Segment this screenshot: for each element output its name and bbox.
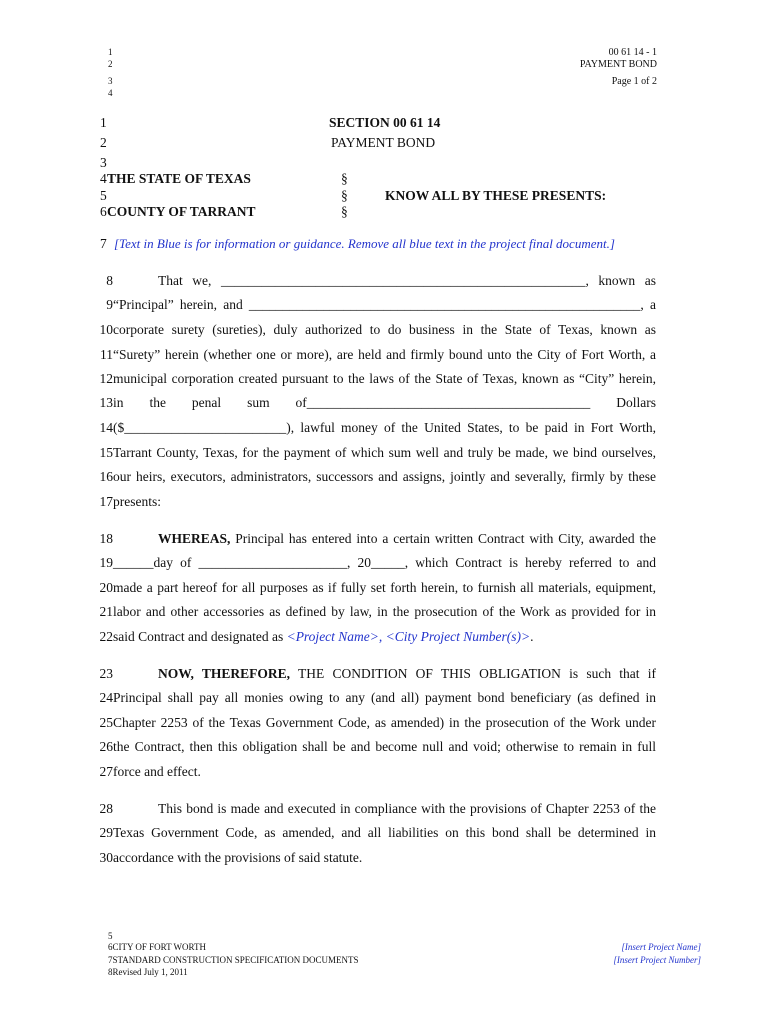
line-number: 3: [100, 155, 107, 170]
footer-specs-text: STANDARD CONSTRUCTION SPECIFICATION DOCUMENTS: [112, 955, 359, 965]
line-number: 7: [108, 955, 113, 965]
doc-code: 00 61 14 - 1: [608, 47, 657, 58]
footer-project-number: [Insert Project Number]: [613, 955, 701, 965]
line-number: 5: [108, 931, 113, 941]
line-number: 16: [99, 469, 113, 484]
line-number: 25: [99, 715, 113, 730]
line-number: 19: [99, 555, 113, 570]
body-line: force and effect.: [113, 764, 201, 779]
line-number: 11: [100, 347, 113, 362]
line-number: 4: [100, 171, 107, 186]
line-number: 8: [106, 273, 113, 288]
line-number: 29: [99, 825, 113, 840]
state-label: THE STATE OF TEXAS: [107, 171, 251, 186]
body-line: [113, 629, 656, 645]
line-number: 13: [99, 395, 113, 410]
body-text: Principal has entered into a certain written Contract with City, awarded the: [230, 531, 656, 546]
body-line: [158, 531, 656, 547]
line-number: 15: [99, 445, 113, 460]
line-number: 21: [99, 604, 113, 619]
line-number: 4: [108, 88, 113, 98]
body-line: Tarrant County, Texas, for the payment of which sum well and truly be made, we bind ourselves,: [113, 445, 656, 460]
line-number: 17: [99, 494, 113, 509]
line-number: 6: [100, 204, 107, 219]
line-number: 23: [99, 666, 113, 681]
body-line: Texas Government Code, as amended, and all liabilities on this bond shall be determined in: [113, 825, 656, 840]
line-number: 1: [108, 47, 113, 57]
body-line: Principal shall pay all monies owing to any (and all) payment bond beneficiary (as defined in: [113, 690, 656, 705]
line-number: 1: [100, 115, 107, 130]
page-number: Page 1 of 2: [611, 76, 657, 87]
footer-revised: [108, 967, 188, 977]
body-line: This bond is made and executed in compliance with the provisions of Chapter 2253 of the: [158, 801, 656, 816]
body-line: made a part hereof for all purposes as if fully set forth herein, to furnish all materials, equipment,: [113, 580, 656, 595]
line-number: 7: [100, 236, 107, 251]
line-number: 3: [108, 76, 113, 86]
now-therefore-keyword: NOW, THEREFORE,: [158, 666, 291, 681]
body-line: the Contract, then this obligation shall be and become null and void; otherwise to remain in full: [113, 739, 656, 754]
body-line: in the penal sum of__________________________________________ Dollars: [113, 395, 656, 410]
line-number: 30: [99, 850, 113, 865]
section-symbol: §: [341, 204, 348, 219]
section-title: SECTION 00 61 14: [329, 115, 441, 130]
line-number: 22: [99, 629, 113, 644]
project-placeholder: <Project Name>, <City Project Number(s)>: [286, 629, 531, 644]
county-label: COUNTY OF TARRANT: [107, 204, 256, 219]
line-number: 24: [99, 690, 113, 705]
line-number: 5: [100, 188, 107, 203]
whereas-keyword: WHEREAS,: [158, 531, 231, 546]
line-number: 9: [106, 297, 113, 312]
body-line: corporate surety (sureties), duly authorized to do business in the State of Texas, known as: [113, 322, 656, 337]
body-line: Chapter 2253 of the Texas Government Code, as amended) in the prosecution of the Work under: [113, 715, 656, 730]
line-number: 28: [99, 801, 113, 816]
body-line: [158, 666, 656, 682]
body-line: municipal corporation created pursuant to the laws of the State of Texas, known as “City” herein,: [113, 371, 656, 386]
line-number: 2: [100, 135, 107, 150]
body-line: labor and other accessories as defined by law, in the prosecution of the Work as provided for in: [113, 604, 656, 619]
body-line: That we, ______________________________________________________, known as: [158, 273, 656, 288]
footer-city: [108, 942, 206, 952]
section-symbol: §: [341, 188, 348, 203]
line-number: 6: [108, 942, 113, 952]
body-line: our heirs, executors, administrators, successors and assigns, jointly and severally, firmly by these: [113, 469, 656, 484]
section-symbol: §: [341, 171, 348, 186]
body-line: ($________________________), lawful money of the United States, to be paid in Fort Worth,: [113, 420, 656, 435]
doc-title: PAYMENT BOND: [579, 59, 657, 70]
footer-project-name: [Insert Project Name]: [621, 942, 701, 952]
body-text: said Contract and designated as: [113, 629, 287, 644]
footer-city-text: CITY OF FORT WORTH: [112, 942, 207, 952]
line-number: 27: [99, 764, 113, 779]
body-line: accordance with the provisions of said statute.: [113, 850, 363, 865]
guidance-note: [Text in Blue is for information or guidance. Remove all blue text in the project final document.]: [114, 236, 615, 251]
body-line: presents:: [113, 494, 161, 509]
section-subtitle: PAYMENT BOND: [331, 135, 436, 150]
line-number: 26: [99, 739, 113, 754]
line-number: 2: [108, 59, 113, 69]
body-line: “Principal” herein, and __________________________________________________________, a: [113, 297, 656, 312]
footer-revised-text: Revised July 1, 2011: [112, 967, 188, 977]
body-line: ______day of ______________________, 20_____, which Contract is hereby referred to and: [113, 555, 656, 570]
line-number: 18: [99, 531, 113, 546]
line-number: 8: [108, 967, 113, 977]
line-number: 14: [99, 420, 113, 435]
line-number: 12: [99, 371, 113, 386]
body-line: “Surety” herein (whether one or more), are held and firmly bound unto the City of Fort Worth, a: [113, 347, 656, 362]
body-text: THE CONDITION OF THIS OBLIGATION is such that if: [290, 666, 657, 681]
body-text: .: [530, 629, 534, 644]
line-number: 20: [99, 580, 113, 595]
line-number: 10: [99, 322, 113, 337]
footer-specs: [108, 955, 359, 965]
know-all-heading: KNOW ALL BY THESE PRESENTS:: [385, 188, 607, 203]
